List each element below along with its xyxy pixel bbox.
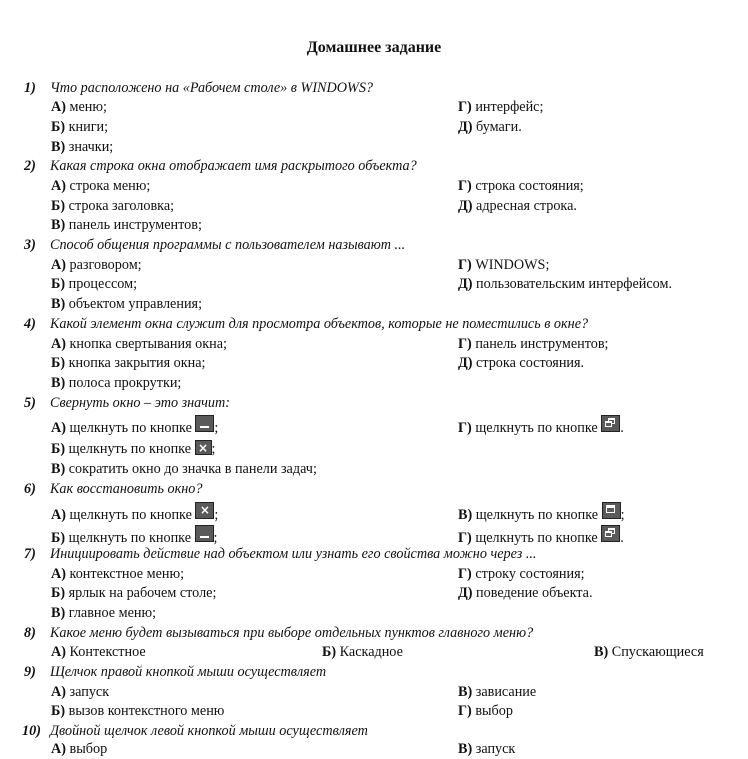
option-key: Г) — [458, 566, 472, 582]
option-text: кнопка свертывания окна; — [69, 336, 227, 352]
option-punct: ; — [620, 507, 625, 523]
question-2 — [24, 157, 417, 176]
answer-option — [458, 177, 584, 196]
answer-option — [458, 354, 584, 373]
option-punct: ; — [214, 420, 219, 436]
answer-option — [51, 177, 150, 196]
option-text: строка заголовка; — [68, 198, 175, 214]
option-key: Д) — [458, 276, 473, 292]
answer-option — [51, 216, 202, 235]
option-key: В) — [51, 605, 66, 621]
question-9 — [24, 663, 326, 682]
option-punct: . — [620, 420, 624, 436]
option-text: щелкнуть по кнопке — [475, 507, 599, 523]
answer-option — [51, 295, 202, 314]
option-key: В) — [458, 507, 473, 523]
option-text: панель инструментов; — [475, 336, 609, 352]
option-text: Спускающиеся — [611, 644, 704, 660]
question-text: Что расположено на «Рабочем столе» в WINDOWS? — [50, 80, 374, 96]
option-key: В) — [51, 217, 66, 233]
question-text: Как восстановить окно? — [50, 481, 203, 497]
option-text: значки; — [68, 139, 114, 155]
option-text: строка состояния; — [475, 178, 584, 194]
answer-option — [458, 415, 624, 434]
option-key: Б) — [322, 644, 337, 660]
option-text: щелкнуть по кнопке — [68, 530, 191, 546]
option-key: В) — [51, 461, 66, 477]
question-number: 2) — [24, 158, 36, 174]
minimize-window-icon — [195, 525, 214, 542]
option-key: В) — [51, 139, 66, 155]
answer-option — [458, 275, 672, 294]
option-text: вызов контекстного меню — [68, 703, 225, 719]
option-key: В) — [51, 375, 66, 391]
option-key: Б) — [51, 530, 66, 546]
option-text: кнопка закрытия окна; — [68, 355, 206, 371]
question-text: Какое меню будет вызываться при выборе отдельных пунктов главного меню? — [50, 625, 534, 641]
answer-option — [594, 643, 704, 662]
answer-option — [458, 98, 543, 117]
close-window-icon: × — [195, 440, 212, 455]
minimize-window-icon — [195, 415, 214, 432]
option-text: разговором; — [69, 257, 142, 273]
option-text: ярлык на рабочем столе; — [68, 585, 217, 601]
question-text: Инициировать действие над объектом или узнать его свойства можно через ... — [50, 546, 537, 562]
option-key: Г) — [458, 257, 472, 273]
option-key: Д) — [458, 355, 473, 371]
option-punct: ; — [214, 507, 219, 523]
answer-option — [322, 643, 403, 662]
answer-option — [51, 565, 184, 584]
option-key: Г) — [458, 178, 472, 194]
question-1 — [24, 79, 373, 98]
answer-option — [458, 118, 522, 137]
option-key: Г) — [458, 336, 472, 352]
question-number: 7) — [24, 546, 36, 562]
option-text: процессом; — [68, 276, 138, 292]
option-key: Б) — [51, 355, 66, 371]
page-title: Домашнее задание — [306, 39, 442, 56]
answer-option — [458, 565, 585, 584]
option-text: сократить окно до значка в панели задач; — [68, 461, 317, 477]
question-7 — [24, 545, 536, 564]
option-key: А) — [51, 257, 66, 273]
answer-option — [458, 683, 536, 702]
option-text: книги; — [68, 119, 109, 135]
option-text: щелкнуть по кнопке — [475, 530, 598, 546]
question-number: 10) — [22, 723, 41, 739]
option-key: А) — [51, 644, 66, 660]
option-text: щелкнуть по кнопке — [69, 420, 192, 436]
question-6 — [24, 480, 202, 499]
question-text: Какая строка окна отображает имя раскрытого объекта? — [50, 158, 417, 174]
option-text: Каскадное — [339, 644, 403, 660]
option-key: А) — [51, 741, 66, 757]
option-text: главное меню; — [68, 605, 157, 621]
answer-option — [458, 525, 624, 544]
option-text: меню; — [69, 99, 107, 115]
option-text: запуск — [69, 684, 110, 700]
question-number: 5) — [24, 395, 36, 411]
answer-option — [51, 354, 205, 373]
question-number: 3) — [24, 237, 36, 253]
option-key: Б) — [51, 585, 66, 601]
answer-option — [51, 275, 137, 294]
option-key: В) — [594, 644, 609, 660]
option-text: поведение объекта. — [476, 585, 593, 601]
answer-option — [51, 683, 109, 702]
option-text: панель инструментов; — [68, 217, 202, 233]
answer-option — [51, 98, 107, 117]
option-text: бумаги. — [476, 119, 522, 135]
question-4 — [24, 315, 588, 334]
answer-option — [458, 256, 549, 275]
question-8 — [24, 624, 533, 643]
question-text: Какой элемент окна служит для просмотра объектов, которые не поместились в окне? — [50, 316, 589, 332]
answer-option — [458, 335, 608, 354]
question-text: Двойной щелчок левой кнопкой мыши осуществляет — [50, 723, 368, 739]
maximize-window-icon — [602, 502, 621, 519]
option-punct: ; — [213, 530, 218, 546]
answer-option — [51, 118, 108, 137]
option-text: WINDOWS; — [475, 257, 550, 273]
option-key: А) — [51, 99, 66, 115]
option-text: контекстное меню; — [69, 566, 185, 582]
option-key: Б) — [51, 276, 66, 292]
answer-option — [51, 335, 227, 354]
question-text: Способ общения программы с пользователем называют ... — [50, 237, 406, 253]
option-text: выбор — [69, 741, 108, 757]
question-5 — [24, 394, 230, 413]
option-key: А) — [51, 566, 66, 582]
option-text: адресная строка. — [476, 198, 577, 214]
answer-option — [51, 702, 224, 721]
answer-option — [458, 502, 625, 521]
answer-option — [51, 604, 156, 623]
answer-option — [458, 584, 593, 603]
close-window-icon: × — [195, 502, 214, 519]
question-text: Свернуть окно – это значит: — [50, 395, 230, 411]
answer-option — [51, 460, 317, 479]
option-text: щелкнуть по кнопке — [475, 420, 598, 436]
option-key: Г) — [458, 703, 472, 719]
option-key: Д) — [458, 585, 473, 601]
restore-window-icon — [601, 415, 620, 432]
question-number: 9) — [24, 664, 36, 680]
option-text: полоса прокрутки; — [68, 375, 182, 391]
option-text: выбор — [475, 703, 513, 719]
option-key: А) — [51, 336, 66, 352]
answer-option — [51, 584, 216, 603]
question-text: Щелчок правой кнопкой мыши осуществляет — [50, 664, 327, 680]
answer-option — [458, 197, 577, 216]
answer-option — [458, 702, 513, 721]
option-punct: . — [620, 530, 624, 546]
answer-option — [51, 138, 113, 157]
answer-option — [51, 440, 216, 459]
option-text: щелкнуть по кнопке — [68, 441, 191, 457]
option-key: Б) — [51, 703, 66, 719]
option-key: Б) — [51, 198, 66, 214]
option-key: Д) — [458, 119, 473, 135]
answer-option — [51, 525, 218, 544]
option-text: зависание — [475, 684, 537, 700]
option-text: Контекстное — [69, 644, 146, 660]
option-key: Б) — [51, 119, 66, 135]
option-text: строка меню; — [69, 178, 151, 194]
option-key: А) — [51, 684, 66, 700]
option-text: строка состояния. — [476, 355, 585, 371]
question-number: 6) — [24, 481, 36, 497]
option-key: Г) — [458, 530, 472, 546]
option-key: Г) — [458, 420, 472, 436]
restore-window-icon — [601, 525, 620, 542]
option-text: строку состояния; — [475, 566, 585, 582]
question-3 — [24, 236, 405, 255]
option-key: Г) — [458, 99, 472, 115]
option-key: Б) — [51, 441, 66, 457]
option-text: пользовательским интерфейсом. — [476, 276, 673, 292]
question-number: 4) — [24, 316, 36, 332]
question-number: 8) — [24, 625, 36, 641]
answer-option — [51, 256, 142, 275]
option-key: А) — [51, 420, 66, 436]
question-10 — [22, 722, 368, 741]
option-key: Д) — [458, 198, 473, 214]
answer-option — [51, 643, 146, 662]
answer-option — [51, 197, 174, 216]
option-key: В) — [458, 741, 473, 757]
answer-option — [51, 374, 181, 393]
option-text: щелкнуть по кнопке — [69, 507, 192, 523]
option-key: А) — [51, 178, 66, 194]
option-key: А) — [51, 507, 66, 523]
option-text: интерфейс; — [475, 99, 544, 115]
answer-option — [51, 415, 218, 434]
option-text: запуск — [475, 741, 516, 757]
option-text: объектом управления; — [68, 296, 203, 312]
option-key: В) — [51, 296, 66, 312]
option-punct: ; — [211, 441, 216, 457]
answer-option — [51, 502, 218, 521]
question-number: 1) — [24, 80, 36, 96]
option-key: В) — [458, 684, 473, 700]
